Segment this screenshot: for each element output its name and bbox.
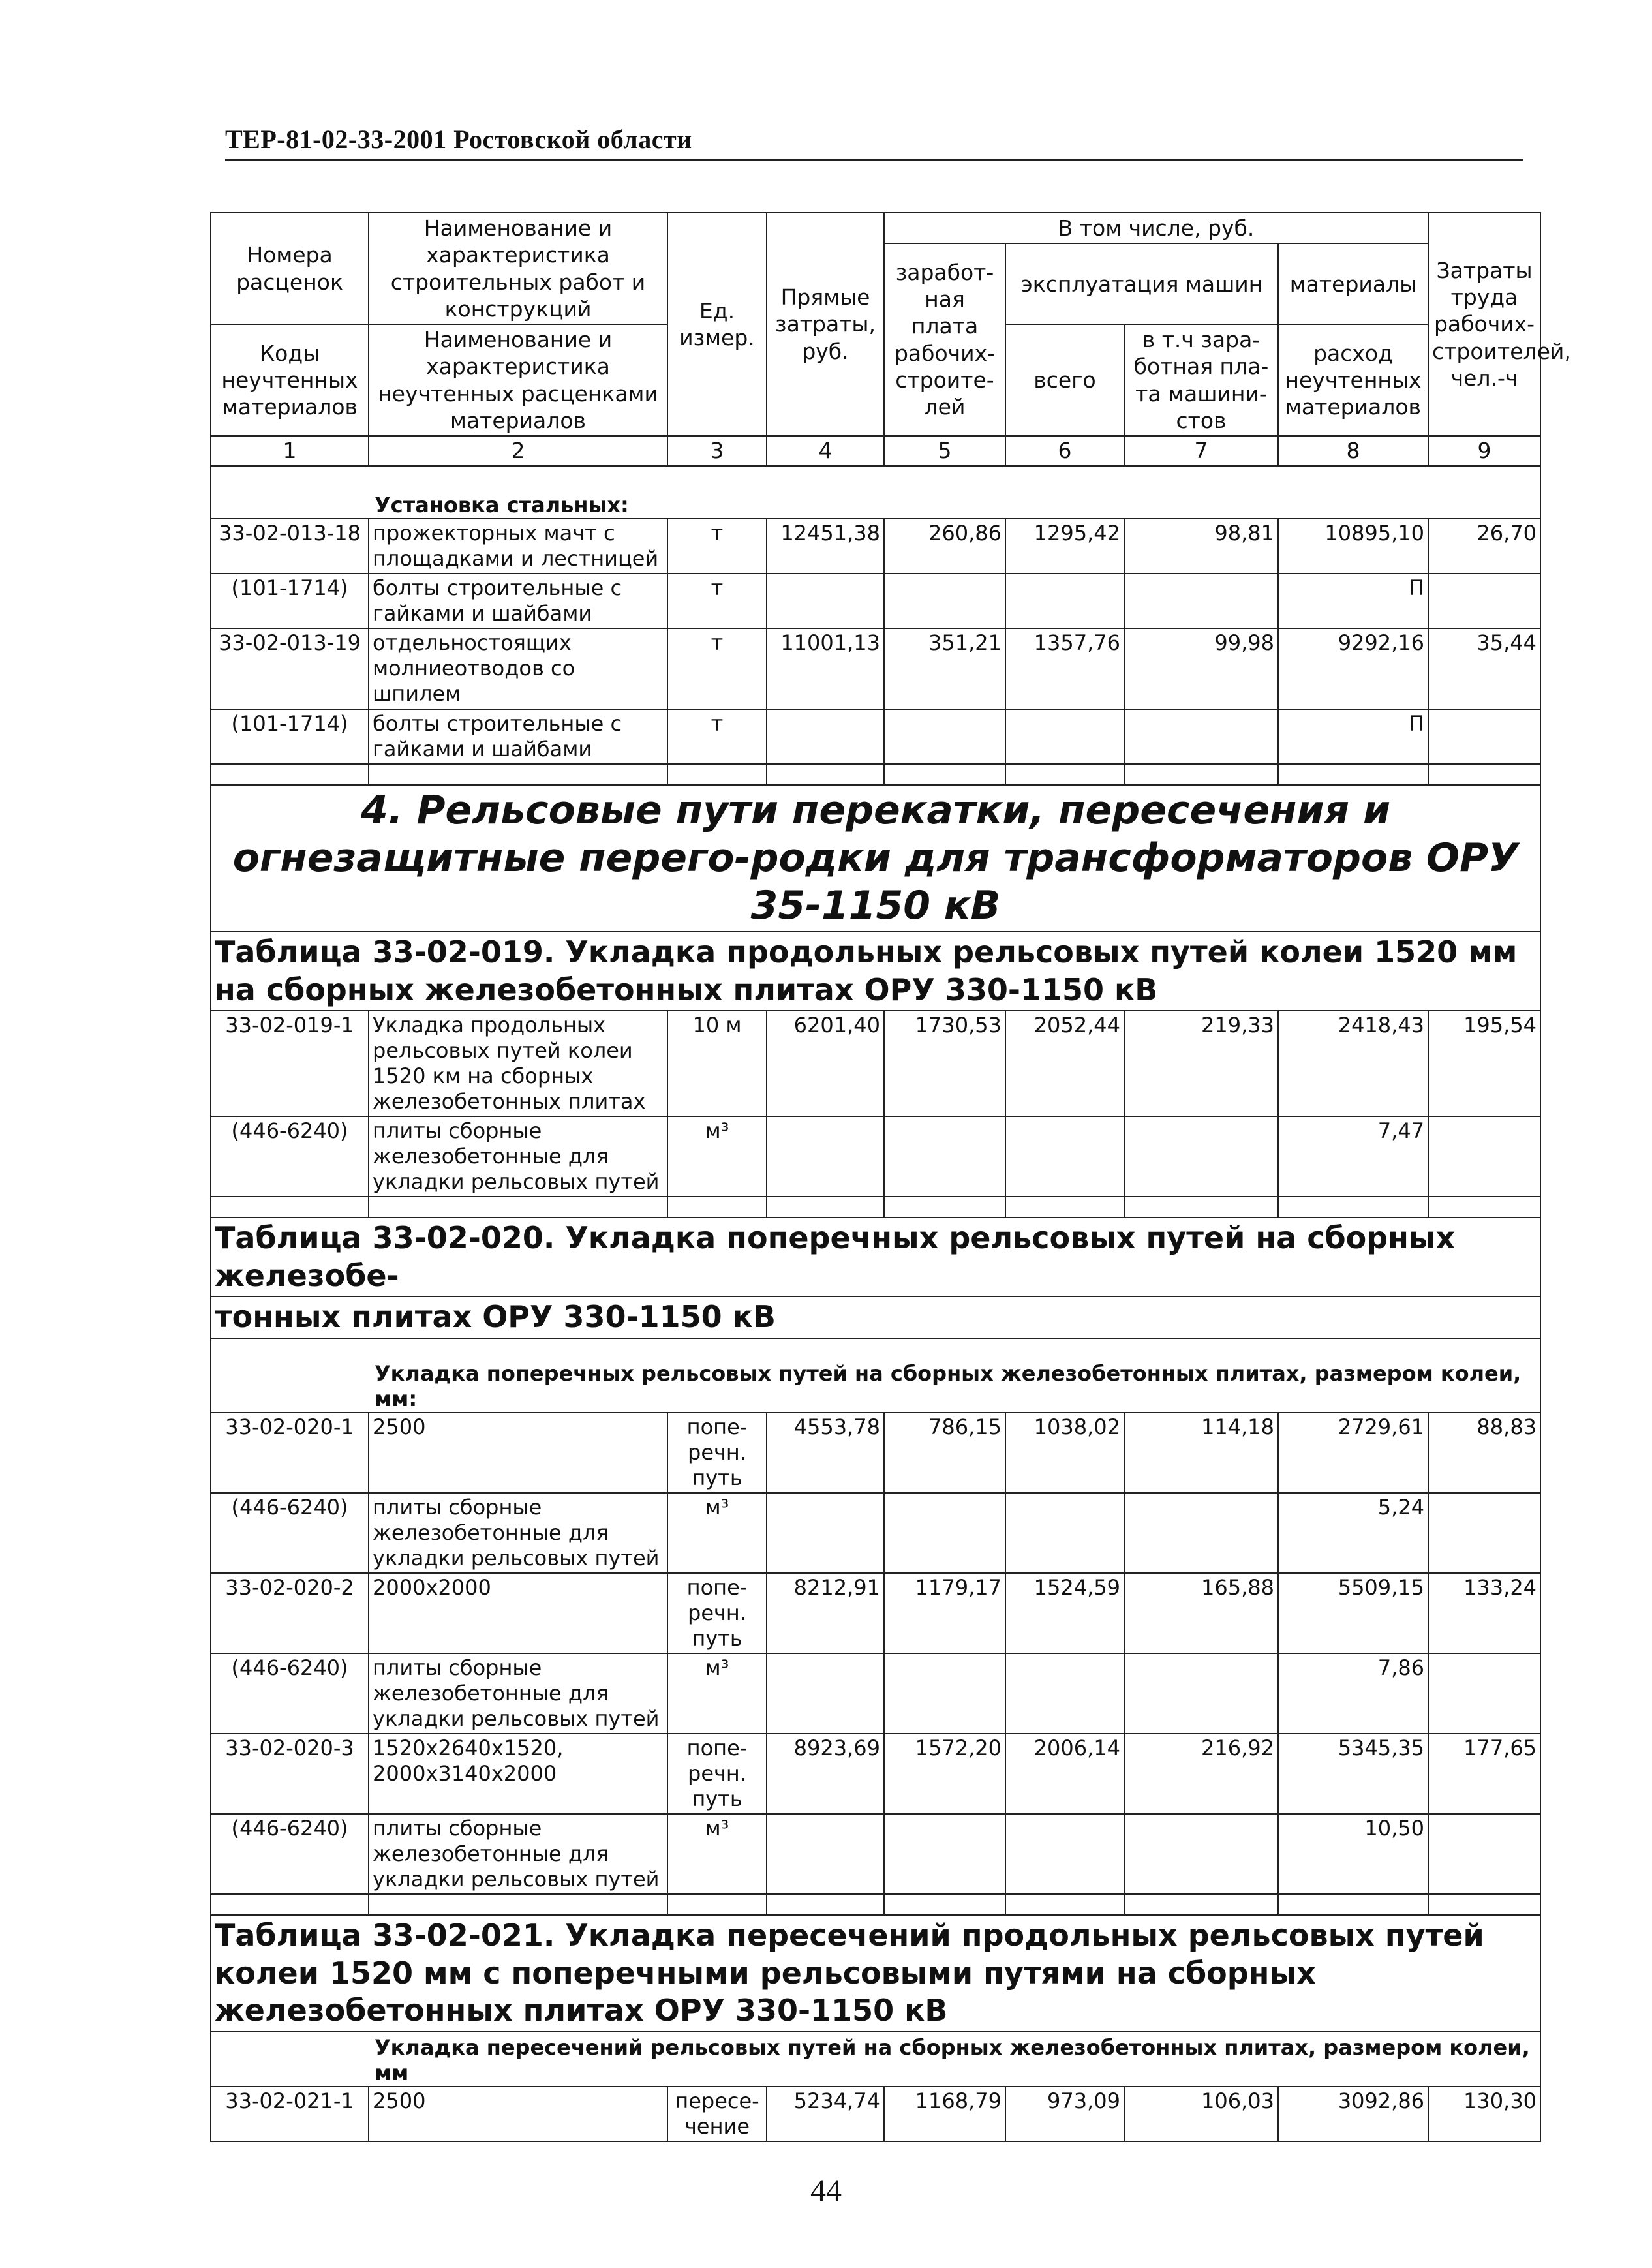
table-row — [211, 519, 1540, 574]
direct-cost: 12451,38 — [767, 519, 884, 574]
machines-header: эксплуатация машин — [1005, 243, 1278, 324]
work-name: 2000x2000 — [369, 1573, 667, 1653]
materials: 3092,86 — [1278, 2087, 1428, 2141]
material-code: (101-1714) — [211, 709, 369, 764]
labor — [1428, 1493, 1540, 1573]
unit: 10 м — [667, 1011, 767, 1116]
materials: 2729,61 — [1278, 1413, 1428, 1493]
material-name: болты строительные с гайками и шайбами — [369, 574, 667, 628]
table-row — [211, 628, 1540, 709]
labor: 195,54 — [1428, 1011, 1540, 1116]
rate-code: 33-02-020-2 — [211, 1573, 369, 1653]
column-number: 2 — [369, 436, 667, 466]
direct-cost: 5234,74 — [767, 2087, 884, 2141]
unit: т — [667, 628, 767, 709]
subheading-row — [211, 1338, 1540, 1413]
column-number: 9 — [1428, 436, 1540, 466]
machines-total — [1005, 1653, 1124, 1734]
wage — [884, 1814, 1005, 1894]
materials: 7,86 — [1278, 1653, 1428, 1734]
machines-total — [1005, 1814, 1124, 1894]
materials-header: материалы — [1278, 243, 1428, 324]
rates-table — [210, 212, 1571, 2142]
direct-cost — [767, 574, 884, 628]
spacer-row — [211, 1894, 1540, 1915]
direct-cost: 8923,69 — [767, 1734, 884, 1814]
machinist-wage: 165,88 — [1124, 1573, 1278, 1653]
column-number: 1 — [211, 436, 369, 466]
wage — [884, 574, 1005, 628]
subheading: Установка стальных: — [211, 466, 1540, 519]
machinist-wage: 114,18 — [1124, 1413, 1278, 1493]
material-name: болты строительные с гайками и шайбами — [369, 709, 667, 764]
col-codes-header: Номера расценок — [211, 213, 369, 324]
table-body — [211, 436, 1540, 2141]
wage — [884, 1653, 1005, 1734]
column-number: 7 — [1124, 436, 1278, 466]
wage: 786,15 — [884, 1413, 1005, 1493]
table-row — [211, 2087, 1540, 2141]
wage: 1168,79 — [884, 2087, 1005, 2141]
wage — [884, 1116, 1005, 1197]
labor — [1428, 1116, 1540, 1197]
col-unaccounted-materials-header: расход неучтенных материалов — [1278, 324, 1428, 436]
work-name: 2500 — [369, 1413, 667, 1493]
labor — [1428, 1653, 1540, 1734]
rate-code: 33-02-021-1 — [211, 2087, 369, 2141]
col-material-codes-header: Коды неучтенных материалов — [211, 324, 369, 436]
table-row — [211, 574, 1540, 628]
machinist-wage: 219,33 — [1124, 1011, 1278, 1116]
labor: 26,70 — [1428, 519, 1540, 574]
materials: П — [1278, 574, 1428, 628]
table-row — [211, 1734, 1540, 1814]
rate-code: 33-02-013-18 — [211, 519, 369, 574]
table-title: Таблица 33-02-021. Укладка пересечений продольных рельсовых путей колеи 1520 мм с поперечными рельсовыми путями на сборных железобетонных плитах ОРУ 330-1150 кВ — [211, 1915, 1540, 2032]
table-title-row — [211, 1218, 1540, 1296]
machines-total: 973,09 — [1005, 2087, 1124, 2141]
document-header: ТЕР-81-02-33-2001 Ростовской области — [225, 125, 692, 154]
table-row — [211, 1493, 1540, 1573]
unit: м³ — [667, 1116, 767, 1197]
unit: м³ — [667, 1653, 767, 1734]
materials: 9292,16 — [1278, 628, 1428, 709]
rate-code: 33-02-020-1 — [211, 1413, 369, 1493]
material-code: (101-1714) — [211, 574, 369, 628]
col-machines-total-header: всего — [1005, 324, 1124, 436]
col-material-name-header: Наименование и характеристика неучтенных расценками материалов — [369, 324, 667, 436]
wage — [884, 1493, 1005, 1573]
col-unit-header: Ед. измер. — [667, 213, 767, 436]
direct-cost: 4553,78 — [767, 1413, 884, 1493]
table-title: Таблица 33-02-020. Укладка поперечных рельсовых путей на сборных железобе- — [211, 1218, 1540, 1296]
header-rule — [225, 159, 1523, 161]
material-code: (446-6240) — [211, 1814, 369, 1894]
material-name: плиты сборные железобетонные для укладки рельсовых путей — [369, 1653, 667, 1734]
unit: т — [667, 709, 767, 764]
unit: т — [667, 519, 767, 574]
machines-total: 1295,42 — [1005, 519, 1124, 574]
material-name: плиты сборные железобетонные для укладки рельсовых путей — [369, 1116, 667, 1197]
materials: 5509,15 — [1278, 1573, 1428, 1653]
materials: 5,24 — [1278, 1493, 1428, 1573]
labor: 177,65 — [1428, 1734, 1540, 1814]
rate-code: 33-02-020-3 — [211, 1734, 369, 1814]
direct-cost — [767, 1653, 884, 1734]
machinist-wage — [1124, 1493, 1278, 1573]
material-code: (446-6240) — [211, 1653, 369, 1734]
table-title-row — [211, 1915, 1540, 2032]
column-number: 5 — [884, 436, 1005, 466]
wage: 1730,53 — [884, 1011, 1005, 1116]
direct-cost — [767, 1814, 884, 1894]
table-title-row — [211, 1296, 1540, 1338]
page-number: 44 — [810, 2173, 842, 2208]
column-number: 3 — [667, 436, 767, 466]
machines-total: 1357,76 — [1005, 628, 1124, 709]
table-row — [211, 1653, 1540, 1734]
machinist-wage: 98,81 — [1124, 519, 1278, 574]
col-wage-header: заработ-ная плата рабочих-строите-лей — [884, 243, 1005, 436]
machinist-wage — [1124, 574, 1278, 628]
machines-total — [1005, 709, 1124, 764]
subheading: Укладка поперечных рельсовых путей на сборных железобетонных плитах, размером колеи, мм: — [211, 1338, 1540, 1413]
table-title-continued: тонных плитах ОРУ 330-1150 кВ — [211, 1296, 1540, 1338]
machinist-wage — [1124, 1814, 1278, 1894]
col-direct-header: Прямые затраты, руб. — [767, 213, 884, 436]
materials: 7,47 — [1278, 1116, 1428, 1197]
unit: попе-речн. путь — [667, 1573, 767, 1653]
materials: П — [1278, 709, 1428, 764]
machinist-wage: 106,03 — [1124, 2087, 1278, 2141]
materials: 5345,35 — [1278, 1734, 1428, 1814]
labor: 130,30 — [1428, 2087, 1540, 2141]
col-machinist-wage-header: в т.ч зара-ботная пла-та машини-стов — [1124, 324, 1278, 436]
section-heading-row — [211, 785, 1540, 932]
machines-total — [1005, 1493, 1124, 1573]
column-number: 6 — [1005, 436, 1124, 466]
unit: пересе-чение — [667, 2087, 767, 2141]
table-row — [211, 1116, 1540, 1197]
work-name: Укладка продольных рельсовых путей колеи 1520 км на сборных железобетонных плитах — [369, 1011, 667, 1116]
materials: 10895,10 — [1278, 519, 1428, 574]
unit: попе-речн. путь — [667, 1734, 767, 1814]
wage: 260,86 — [884, 519, 1005, 574]
unit: м³ — [667, 1493, 767, 1573]
subheading-row — [211, 2032, 1540, 2087]
unit: попе-речн. путь — [667, 1413, 767, 1493]
machines-total — [1005, 1116, 1124, 1197]
material-code: (446-6240) — [211, 1493, 369, 1573]
machines-total: 2006,14 — [1005, 1734, 1124, 1814]
subheading: Укладка пересечений рельсовых путей на сборных железобетонных плитах, размером колеи, мм — [211, 2032, 1540, 2087]
column-number: 4 — [767, 436, 884, 466]
spacer-row — [211, 764, 1540, 785]
direct-cost: 8212,91 — [767, 1573, 884, 1653]
labor: 35,44 — [1428, 628, 1540, 709]
table-row — [211, 1413, 1540, 1493]
machines-total: 1524,59 — [1005, 1573, 1124, 1653]
col-name-header: Наименование и характеристика строительных работ и конструкций — [369, 213, 667, 324]
including-header: В том числе, руб. — [884, 213, 1428, 243]
machinist-wage: 99,98 — [1124, 628, 1278, 709]
direct-cost — [767, 1493, 884, 1573]
unit: м³ — [667, 1814, 767, 1894]
labor: 133,24 — [1428, 1573, 1540, 1653]
labor: 88,83 — [1428, 1413, 1540, 1493]
table-title: Таблица 33-02-019. Укладка продольных рельсовых путей колеи 1520 мм на сборных железобетонных плитах ОРУ 330-1150 кВ — [211, 932, 1540, 1011]
section-title: 4. Рельсовые пути перекатки, пересечения и огнезащитные перего-родки для трансформаторов ОРУ 35-1150 кВ — [211, 785, 1540, 932]
work-name: 1520x2640x1520, 2000x3140x2000 — [369, 1734, 667, 1814]
column-numbers-row — [211, 436, 1540, 466]
wage: 351,21 — [884, 628, 1005, 709]
col-labor-header: Затраты труда рабочих-строителей, чел.-ч — [1428, 213, 1540, 436]
wage: 1179,17 — [884, 1573, 1005, 1653]
work-name: прожекторных мачт с площадками и лестницей — [369, 519, 667, 574]
machinist-wage — [1124, 1653, 1278, 1734]
unit: т — [667, 574, 767, 628]
direct-cost: 11001,13 — [767, 628, 884, 709]
table-row — [211, 1573, 1540, 1653]
machinist-wage — [1124, 1116, 1278, 1197]
material-name: плиты сборные железобетонные для укладки рельсовых путей — [369, 1814, 667, 1894]
machines-total — [1005, 574, 1124, 628]
materials: 2418,43 — [1278, 1011, 1428, 1116]
table-row — [211, 709, 1540, 764]
direct-cost — [767, 1116, 884, 1197]
table-title-row — [211, 932, 1540, 1011]
direct-cost — [767, 709, 884, 764]
wage: 1572,20 — [884, 1734, 1005, 1814]
machinist-wage: 216,92 — [1124, 1734, 1278, 1814]
rate-code: 33-02-013-19 — [211, 628, 369, 709]
material-code: (446-6240) — [211, 1116, 369, 1197]
wage — [884, 709, 1005, 764]
work-name: 2500 — [369, 2087, 667, 2141]
table-row — [211, 1011, 1540, 1116]
labor — [1428, 574, 1540, 628]
material-name: плиты сборные железобетонные для укладки рельсовых путей — [369, 1493, 667, 1573]
direct-cost: 6201,40 — [767, 1011, 884, 1116]
table-row — [211, 1814, 1540, 1894]
labor — [1428, 709, 1540, 764]
column-number: 8 — [1278, 436, 1428, 466]
machines-total: 1038,02 — [1005, 1413, 1124, 1493]
machines-total: 2052,44 — [1005, 1011, 1124, 1116]
subheading-row — [211, 466, 1540, 519]
rate-code: 33-02-019-1 — [211, 1011, 369, 1116]
table-header — [211, 213, 1571, 436]
labor — [1428, 1814, 1540, 1894]
work-name: отдельностоящих молниеотводов со шпилем — [369, 628, 667, 709]
spacer-row — [211, 1197, 1540, 1218]
materials: 10,50 — [1278, 1814, 1428, 1894]
machinist-wage — [1124, 709, 1278, 764]
